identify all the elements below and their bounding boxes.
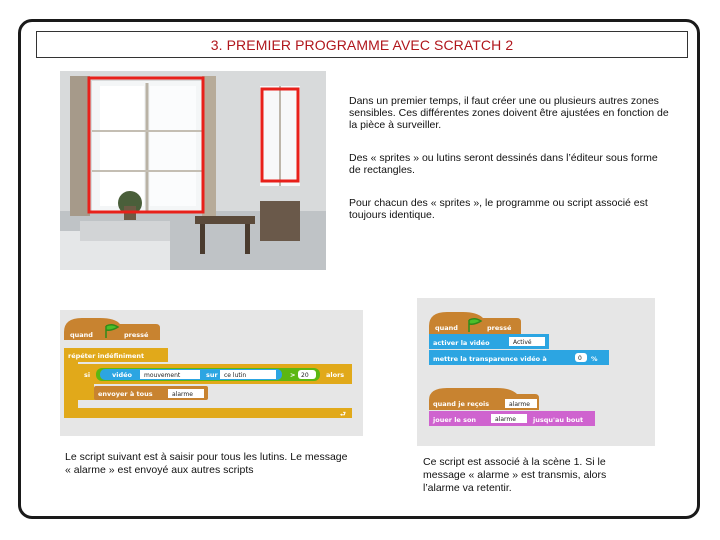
transparency-value: 0 xyxy=(578,355,582,362)
sprite-script xyxy=(60,310,363,436)
loop-arrow-icon: ⮐ xyxy=(340,410,346,418)
set-transparency-label: mettre la transparence vidéo à xyxy=(433,355,547,363)
motion-value: mouvement xyxy=(144,372,181,379)
stage-script-panel xyxy=(417,298,655,446)
caption-sprite-script: Le script suivant est à saisir pour tous les lutins. Le message « alarme » est envoyé aux autres scripts xyxy=(65,451,348,476)
gt-label: > xyxy=(290,371,296,379)
turn-video-label: activer la vidéo xyxy=(433,339,490,347)
play-sound-label: jouer le son xyxy=(433,416,477,424)
sound-value: alarme xyxy=(495,416,516,423)
receive-label: quand je reçois xyxy=(433,400,490,408)
title-box xyxy=(36,31,688,58)
paragraph-zones: Dans un premier temps, il faut créer une ou plusieurs autres zones sensibles. Ces différentes zones doivent être ajustées en fonction de la pièce à surveiller. xyxy=(349,95,669,131)
receive-message-value: alarme xyxy=(509,401,530,408)
paragraph-script: Pour chacun des « sprites », le programme ou script associé est toujours identique. xyxy=(349,197,648,221)
hat-pressed-label: pressé xyxy=(124,331,149,339)
forever-label: répéter indéfiniment xyxy=(68,352,145,360)
then-label: alors xyxy=(326,371,345,379)
stage-script xyxy=(417,298,655,446)
room-photo-drawing xyxy=(60,71,326,270)
hat-when-label: quand xyxy=(70,331,93,339)
video-label: vidéo xyxy=(112,371,132,379)
stage-hat-when-label: quand xyxy=(435,324,458,332)
threshold-value: 20 xyxy=(301,372,309,379)
broadcast-label: envoyer à tous xyxy=(98,390,153,398)
percent-label: % xyxy=(591,355,598,363)
page-title: 3. PREMIER PROGRAMME AVEC SCRATCH 2 xyxy=(210,36,514,53)
room-photo xyxy=(60,71,326,270)
broadcast-message-value: alarme xyxy=(172,391,193,398)
caption-stage-script: Ce script est associé à la scène 1. Si le message « alarme » est transmis, alors l’alarme va retentir. xyxy=(423,456,607,494)
sprite-script-panel xyxy=(60,310,363,436)
until-done-label: jusqu'au bout xyxy=(533,416,584,424)
stage-hat-pressed-label: pressé xyxy=(487,324,512,332)
paragraph-sprites: Des « sprites » ou lutins seront dessinés dans l’éditeur sous forme de rectangles. xyxy=(349,152,658,176)
if-label: si xyxy=(84,371,91,379)
on-label: sur xyxy=(206,371,218,379)
video-state-value: Activé xyxy=(513,339,532,346)
sprite-value: ce lutin xyxy=(224,372,247,379)
